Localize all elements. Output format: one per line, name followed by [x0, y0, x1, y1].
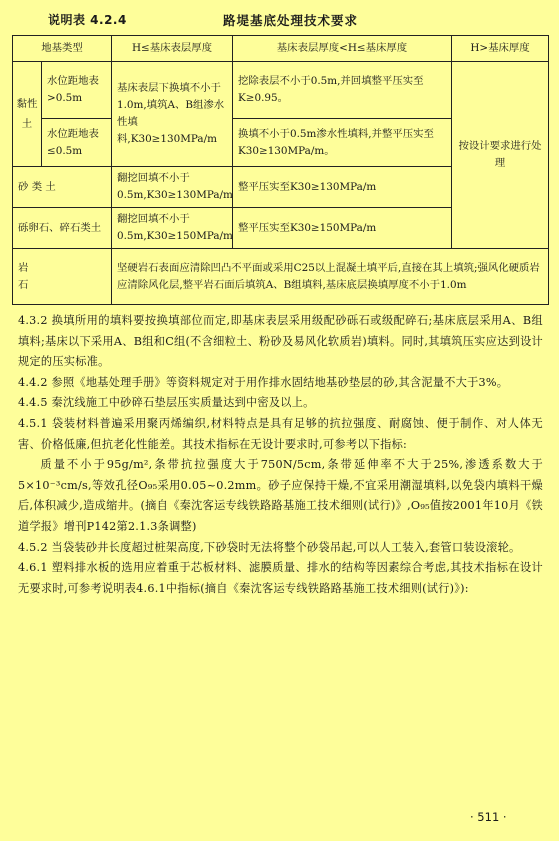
paragraph-4-5-2: 4.5.2 当袋装砂井长度超过桩架高度,下砂袋时无法将整个砂袋吊起,可以人工装入,套管口装设滚轮。	[18, 540, 521, 554]
page-number: · 511 ·	[470, 810, 507, 824]
paragraph-4-3-2: 4.3.2 换填所用的填料要按换填部位而定,即基床表层采用级配砂砾石或级配碎石;基床底层采用A、B组填料;基床以下采用A、B组和C组(不含细粒土、粉砂及易风化软质岩)填料。同时,其填筑压实应达到设计规定的压实标准。	[18, 314, 543, 369]
paragraph-4-6-1: 4.6.1 塑料排水板的选用应着重于芯板材料、滤膜质量、排水的结构等因素综合考虑,其技术指标在设计无要求时,可参考说明表4.6.1中指标(摘自《秦沈客运专线铁路路基施工技术细则(试行)》):	[18, 561, 543, 595]
clay-mid-treatment-2: 换填不小于0.5m渗水性填料,并整平压实至K30≥130MPa/m。	[233, 119, 452, 167]
paragraph-4-4-2: 4.4.2 参照《地基处理手册》等资料规定对于用作排水固结地基砂垫层的砂,其含泥量不大于3%。	[18, 375, 509, 389]
foundation-treatment-table	[12, 35, 549, 305]
paragraph-4-5-1: 4.5.1 袋装材料普遍采用聚丙烯编织,材料特点是具有足够的抗拉强度、耐腐蚀、便于制作、对人体无害、价格低廉,但抗老化性能差。其技术指标在无设计要求时,可参考以下指标:	[18, 416, 543, 451]
table-caption	[48, 8, 543, 30]
body-text	[18, 311, 543, 599]
header-h-mid: 基床表层厚度<H≤基床厚度	[233, 36, 452, 62]
clay-small-treatment: 基床表层下换填不小于1.0m,填筑A、B组渗水性填料,K30≥130MPa/m	[112, 62, 233, 167]
clay-mid-treatment-1: 挖除表层不小于0.5m,并回填整平压实至K≥0.95。	[233, 62, 452, 119]
sand-small-treatment: 翻挖回填不小于0.5m,K30≥130MPa/m	[112, 167, 233, 208]
table-row	[13, 249, 549, 305]
clay-label: 黏性土	[13, 62, 42, 167]
sand-label: 砂 类 土	[13, 167, 112, 208]
table-title: 路堤基底处理技术要求	[223, 13, 359, 28]
paragraph-4-5-1-spec: 质量不小于95g/m²,条带抗拉强度大于750N/5cm,条带延伸率不大于25%,渗透系数大于5×10⁻³cm/s,等效孔径O₉₅采用0.05~0.2mm。砂子应保持干燥,不宜采用潮湿填料,以免袋内填料干燥后,体积减少,造成缩井。(摘自《秦沈客运专线铁路路基施工技术细则(试行)》,O₉₅值按2001年10月《铁道学报》增刊P142第2.1.3条调整)	[18, 458, 543, 533]
rock-label: 岩 石	[13, 249, 112, 305]
header-h-small: H≤基床表层厚度	[112, 36, 233, 62]
gravel-small-treatment: 翻挖回填不小于0.5m,K30≥150MPa/m	[112, 208, 233, 249]
header-soil-type: 地基类型	[13, 36, 112, 62]
clay-large-treatment: 按设计要求进行处理	[452, 62, 549, 249]
table-header-row	[13, 36, 549, 62]
paragraph-4-4-5: 4.4.5 秦沈线施工中砂碎石垫层压实质量达到中密及以上。	[18, 396, 315, 410]
gravel-mid-treatment: 整平压实至K30≥150MPa/m	[233, 208, 452, 249]
clay-condition-2: 水位距地表≤0.5m	[42, 119, 112, 167]
table-number: 说明表 4.2.4	[48, 13, 127, 27]
clay-condition-1: 水位距地表>0.5m	[42, 62, 112, 119]
rock-treatment: 坚硬岩石表面应清除凹凸不平面或采用C25以上混凝土填平后,直接在其上填筑;强风化硬质岩应清除风化层,整平岩石面后填筑A、B组填料,基床底层换填厚度不小于1.0m	[112, 249, 549, 305]
gravel-label: 砾卵石、碎石类土	[13, 208, 112, 249]
sand-mid-treatment: 整平压实至K30≥130MPa/m	[233, 167, 452, 208]
table-row	[13, 62, 549, 119]
header-h-large: H>基床厚度	[452, 36, 549, 62]
